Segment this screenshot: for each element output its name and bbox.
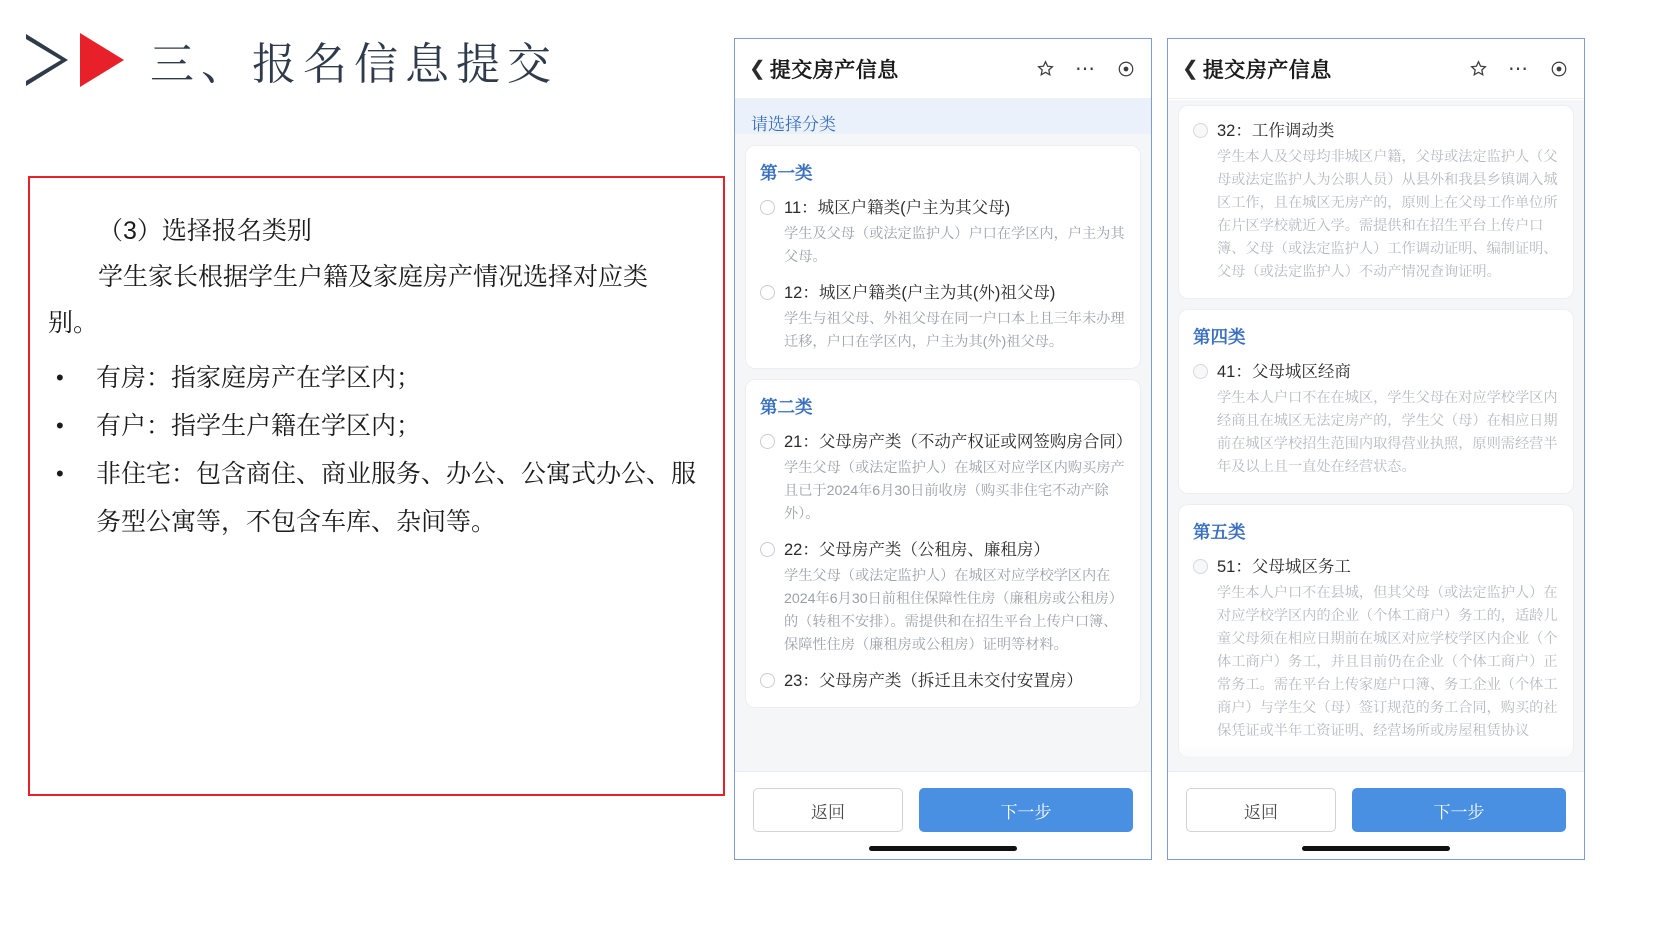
option-description: 学生本人及父母均非城区户籍，父母或法定监护人（父母或法定监护人为公职人员）从县外和我县乡镇调入城区工作，且在城区无房产的，原则上在父母工作单位所在片区学校就近入学。需提供和在招生平台上传户口簿、父母（或法定监护人）工作调动证明、编制证明、父母（或法定监护人）不动产情况查询证明。 bbox=[1217, 149, 1558, 280]
card-title: 第一类 bbox=[760, 163, 813, 183]
more-icon[interactable]: ⋯ bbox=[1508, 57, 1530, 80]
category-card-1 bbox=[746, 146, 1140, 368]
nav-bar bbox=[735, 39, 1151, 99]
category-card-3-partial bbox=[1179, 106, 1573, 298]
nav-icon-group bbox=[1469, 59, 1568, 79]
option-description: 学生与祖父母、外祖父母在同一户口本上且三年未办理迁移，户口在学区内，户主为其(外)祖父母。 bbox=[784, 311, 1125, 350]
option-label: 21：父母房产类（不动产权证或网签购房合同） bbox=[784, 433, 1133, 451]
category-card-5 bbox=[1179, 505, 1573, 757]
nav-title: 提交房产信息 bbox=[769, 58, 899, 82]
target-icon[interactable] bbox=[1117, 60, 1135, 78]
radio-icon[interactable] bbox=[1193, 123, 1208, 138]
option-description: 学生本人户口不在在城区，学生父母在对应学校学区内经商且在城区无法定房产的，学生父（母）在相应日期前在城区学校招生范围内取得营业执照，原则需经营半年及以上且一直处在经营状态。 bbox=[1217, 390, 1558, 475]
back-button[interactable]: 返回 bbox=[1186, 788, 1336, 832]
option-description: 学生父母（或法定监护人）在城区对应学校学区内在2024年6月30日前租住保障性住房（廉租房或公租房）的（转租不安排）。需提供和在招生平台上传户口簿、保障性住房（廉租房或公租房）证明等材料。 bbox=[784, 568, 1123, 653]
list-item: • 有房：指家庭房产在学区内； bbox=[48, 354, 697, 402]
option-12[interactable] bbox=[760, 282, 1126, 354]
radio-icon[interactable] bbox=[760, 434, 775, 449]
slide-heading bbox=[26, 28, 558, 92]
nav-icon-group bbox=[1036, 59, 1135, 79]
phone-screenshot-2 bbox=[1167, 38, 1585, 860]
option-51[interactable] bbox=[1193, 556, 1559, 743]
callout-bullet-list bbox=[48, 354, 697, 546]
slide-left-panel bbox=[0, 0, 740, 935]
chevron-left-icon[interactable]: ❮ bbox=[1182, 57, 1199, 80]
option-22[interactable] bbox=[760, 539, 1126, 657]
radio-icon[interactable] bbox=[1193, 364, 1208, 379]
phone-screenshot-1 bbox=[734, 38, 1152, 860]
option-32[interactable] bbox=[1193, 120, 1559, 284]
phone-2-footer bbox=[1168, 771, 1584, 859]
option-21[interactable] bbox=[760, 431, 1133, 526]
category-card-4 bbox=[1179, 310, 1573, 493]
home-indicator bbox=[1302, 846, 1450, 851]
option-label: 41：父母城区经商 bbox=[1217, 363, 1351, 381]
option-label: 22：父母房产类（公租房、廉租房） bbox=[784, 541, 1050, 559]
back-button[interactable]: 返回 bbox=[753, 788, 903, 832]
option-41[interactable] bbox=[1193, 361, 1559, 479]
radio-icon[interactable] bbox=[1193, 559, 1208, 574]
option-description: 学生父母（或法定监护人）在城区对应学区内购买房产且已于2024年6月30日前收房（购买非住宅不动产除外）。 bbox=[784, 460, 1125, 522]
triangle-outline-icon bbox=[26, 34, 68, 86]
category-card-2 bbox=[746, 380, 1140, 707]
page-title: 三、报名信息提交 bbox=[150, 40, 558, 89]
card-title: 第五类 bbox=[1193, 522, 1246, 542]
card-title: 第四类 bbox=[1193, 327, 1246, 347]
home-indicator bbox=[869, 846, 1017, 851]
phone-2-scroll-area[interactable] bbox=[1168, 100, 1584, 771]
option-label: 23：父母房产类（拆迁且未交付安置房） bbox=[784, 672, 1083, 690]
next-button[interactable]: 下一步 bbox=[919, 788, 1133, 832]
radio-icon[interactable] bbox=[760, 542, 775, 557]
option-label: 32：工作调动类 bbox=[1217, 122, 1335, 140]
nav-title: 提交房产信息 bbox=[1202, 58, 1332, 82]
radio-icon[interactable] bbox=[760, 200, 775, 215]
card-title: 第二类 bbox=[760, 397, 813, 417]
triangle-solid-icon bbox=[80, 33, 124, 87]
more-icon[interactable]: ⋯ bbox=[1075, 57, 1097, 80]
option-label: 51：父母城区务工 bbox=[1217, 558, 1351, 576]
option-11[interactable] bbox=[760, 197, 1126, 269]
phone-1-scroll-area[interactable] bbox=[735, 134, 1151, 771]
star-icon[interactable] bbox=[1036, 59, 1055, 78]
phone-1-footer bbox=[735, 771, 1151, 859]
list-item: • 有户：指学生户籍在学区内； bbox=[48, 402, 697, 450]
scroll-fade bbox=[735, 745, 1151, 771]
callout-heading: （3）选择报名类别 bbox=[98, 217, 312, 245]
option-23[interactable] bbox=[760, 670, 1126, 693]
option-description: 学生本人户口不在县城，但其父母（或法定监护人）在对应学校学区内的企业（个体工商户）务工的，适龄儿童父母须在相应日期前在城区对应学校学区内企业（个体工商户）务工，并且目前仍在企业（个体工商户）正常务工。需在平台上传家庭户口簿、务工企业（个体工商户）与学生父（母）签订规范的务工合同，购买的社保凭证或半年工资证明、经营场所或房屋租赁协议 bbox=[1217, 585, 1558, 739]
callout-box bbox=[28, 176, 725, 796]
option-label: 11：城区户籍类(户主为其父母) bbox=[784, 199, 1011, 217]
callout-paragraph: 学生家长根据学生户籍及家庭房产情况选择对应类别。 bbox=[48, 263, 649, 337]
radio-icon[interactable] bbox=[760, 285, 775, 300]
list-item: • 非住宅：包含商住、商业服务、办公、公寓式办公、服务型公寓等，不包含车库、杂间等。 bbox=[48, 450, 697, 546]
chevron-left-icon[interactable]: ❮ bbox=[749, 57, 766, 80]
category-hint: 请选择分类 bbox=[735, 99, 1151, 146]
star-icon[interactable] bbox=[1469, 59, 1488, 78]
option-description: 学生及父母（或法定监护人）户口在学区内，户主为其父母。 bbox=[784, 226, 1125, 265]
nav-bar bbox=[1168, 39, 1584, 99]
radio-icon[interactable] bbox=[760, 673, 775, 688]
option-label: 12：城区户籍类(户主为其(外)祖父母) bbox=[784, 284, 1056, 302]
next-button[interactable]: 下一步 bbox=[1352, 788, 1566, 832]
target-icon[interactable] bbox=[1550, 60, 1568, 78]
